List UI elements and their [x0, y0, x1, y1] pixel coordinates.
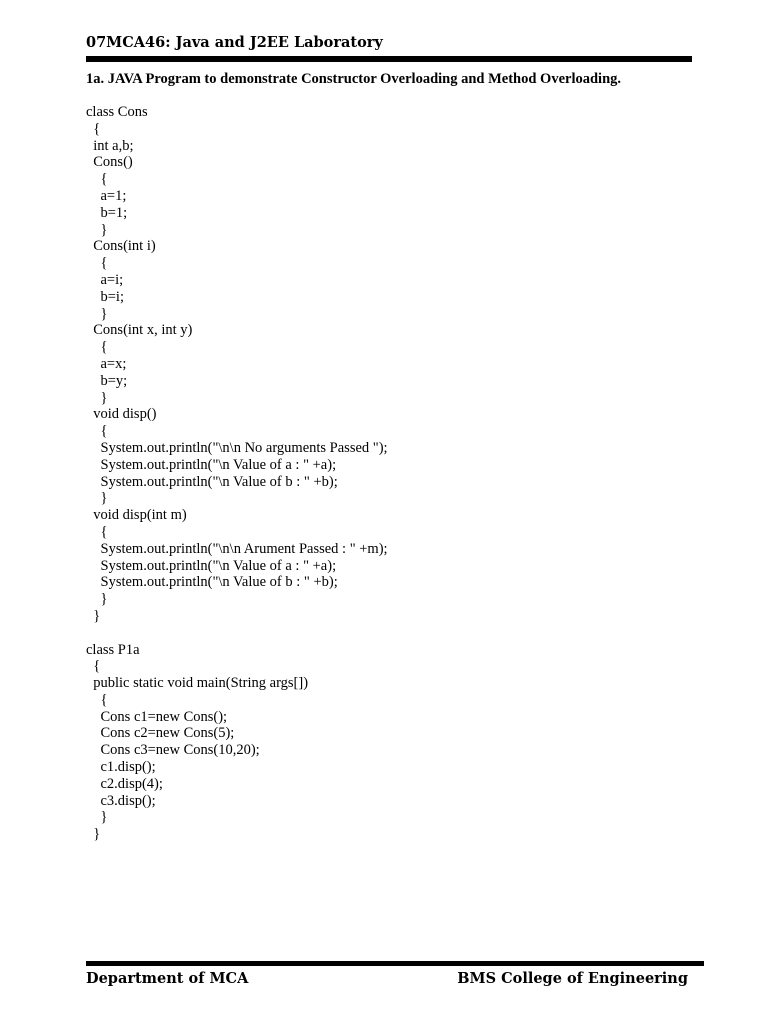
- code-line: Cons(int i): [86, 238, 156, 255]
- code-line: Cons c2=new Cons(5);: [86, 725, 235, 742]
- code-line: b=1;: [86, 204, 128, 221]
- footer-college: BMS College of Engineering: [457, 970, 688, 987]
- footer-rule: [86, 961, 704, 966]
- code-line: {: [86, 120, 101, 137]
- code-line: c3.disp();: [86, 792, 156, 809]
- section-heading: 1a. JAVA Program to demonstrate Constructor Overloading and Method Overloading.: [86, 71, 622, 87]
- code-line: class P1a: [86, 641, 140, 658]
- code-line: void disp(int m): [86, 507, 187, 524]
- code-listing: [86, 104, 388, 843]
- code-line: {: [86, 523, 108, 540]
- code-line: {: [86, 691, 108, 708]
- code-line: }: [86, 389, 108, 406]
- code-line: Cons c1=new Cons();: [86, 708, 228, 725]
- code-line: {: [86, 171, 108, 188]
- code-line: Cons(int x, int y): [86, 322, 193, 339]
- code-line: a=x;: [86, 355, 127, 372]
- footer-department: Department of MCA: [86, 970, 249, 987]
- code-line: c2.disp(4);: [86, 775, 163, 792]
- page-header-title: 07MCA46: Java and J2EE Laboratory: [86, 34, 383, 51]
- code-line: {: [86, 423, 108, 440]
- code-line: }: [86, 305, 108, 322]
- code-line: class Cons: [86, 104, 148, 120]
- code-line: System.out.println("\n\n No arguments Passed ");: [86, 439, 388, 456]
- code-line: System.out.println("\n\n Arument Passed : " +m);: [86, 540, 388, 557]
- code-line: a=1;: [86, 187, 127, 204]
- code-line: a=i;: [86, 271, 124, 288]
- code-line: }: [86, 221, 108, 238]
- code-line: {: [86, 339, 108, 356]
- code-line: {: [86, 255, 108, 272]
- code-line: [86, 625, 388, 642]
- code-line: b=y;: [86, 372, 128, 389]
- code-line: System.out.println("\n Value of a : " +a);: [86, 557, 337, 574]
- code-line: {: [86, 658, 101, 675]
- code-line: }: [86, 490, 108, 507]
- code-line: Cons c3=new Cons(10,20);: [86, 742, 260, 759]
- code-line: System.out.println("\n Value of b : " +b);: [86, 574, 338, 591]
- code-line: b=i;: [86, 288, 124, 305]
- code-line: public static void main(String args[]): [86, 675, 309, 692]
- code-line: c1.disp();: [86, 759, 156, 776]
- header-rule: [86, 56, 692, 62]
- code-line: }: [86, 826, 101, 843]
- code-line: }: [86, 607, 101, 624]
- code-line: System.out.println("\n Value of a : " +a);: [86, 456, 337, 473]
- code-line: System.out.println("\n Value of b : " +b);: [86, 473, 338, 490]
- code-line: }: [86, 591, 108, 608]
- code-line: }: [86, 809, 108, 826]
- code-line: void disp(): [86, 406, 157, 423]
- code-line: int a,b;: [86, 137, 134, 154]
- code-line: Cons(): [86, 154, 133, 171]
